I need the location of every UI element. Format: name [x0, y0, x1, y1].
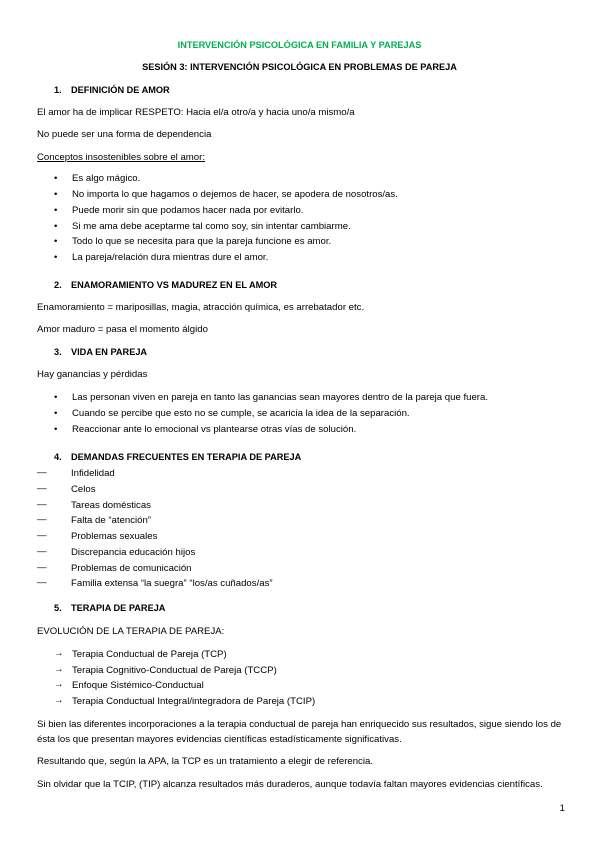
dash-icon: —: [37, 562, 47, 573]
section-4-heading: [54, 452, 301, 462]
paragraph: El amor ha de implicar RESPETO: Hacia el/a otro/a y hacia uno/a mismo/a: [37, 107, 355, 118]
bullet-icon: •: [54, 252, 58, 263]
paragraph: Sin olvidar que la TCIP, (TIP) alcanza resultados más duraderos, aunque todavía faltan mayores evidencias científicas.: [37, 779, 543, 790]
section-3-heading: [54, 347, 147, 357]
dash-icon: —: [37, 483, 47, 494]
section-2-number: 2.: [54, 280, 62, 290]
section-1-heading: [54, 85, 170, 95]
section-5-heading: [54, 603, 165, 613]
section-1-number: 1.: [54, 85, 62, 95]
paragraph: EVOLUCIÓN DE LA TERAPIA DE PAREJA:: [37, 626, 225, 637]
section-2-heading: [54, 280, 277, 290]
section-3-number: 3.: [54, 347, 62, 357]
section-3-title: VIDA EN PAREJA: [71, 347, 148, 357]
section-4-number: 4.: [54, 452, 62, 462]
bullet-icon: •: [54, 424, 58, 435]
arrow-right-icon: →: [54, 695, 64, 706]
section-5-title: TERAPIA DE PAREJA: [71, 603, 166, 613]
dash-icon: —: [37, 499, 47, 510]
bullet-icon: •: [54, 236, 58, 247]
page-number: 1: [559, 803, 565, 814]
arrow-right-icon: →: [54, 679, 64, 690]
bullet-icon: •: [54, 205, 58, 216]
dash-icon: —: [37, 546, 47, 557]
paragraph: Amor maduro = pasa el momento álgido: [37, 324, 208, 335]
paragraph: Hay ganancias y pérdidas: [37, 369, 148, 380]
bullet-icon: •: [54, 221, 58, 232]
dash-icon: —: [37, 577, 47, 588]
bullet-icon: •: [54, 392, 58, 403]
dash-icon: —: [37, 530, 47, 541]
session-title: SESIÓN 3: INTERVENCIÓN PSICOLÓGICA EN PROBLEMAS DE PAREJA: [142, 62, 457, 72]
bullet-icon: •: [54, 408, 58, 419]
arrow-right-icon: →: [54, 648, 64, 659]
concepts-subheading: Conceptos insostenibles sobre el amor:: [37, 152, 205, 163]
paragraph: Resultando que, según la APA, la TCP es un tratamiento a elegir de referencia.: [37, 756, 373, 767]
paragraph: No puede ser una forma de dependencia: [37, 129, 212, 140]
arrow-right-icon: →: [54, 664, 64, 675]
section-2-title: ENAMORAMIENTO VS MADUREZ EN EL AMOR: [71, 280, 278, 290]
document-title: INTERVENCIÓN PSICOLÓGICA EN FAMILIA Y PAREJAS: [177, 40, 422, 50]
section-5-number: 5.: [54, 603, 62, 613]
dash-icon: —: [37, 467, 47, 478]
section-4-title: DEMANDAS FRECUENTES EN TERAPIA DE PAREJA: [71, 452, 302, 462]
paragraph: Si bien las diferentes incorporaciones a la terapia conductual de pareja han enriquecido sus resultados, sigue siendo los de ésta los que presentan mayores evidencias científicas estadísticamente significativas.: [37, 719, 562, 745]
paragraph: Enamoramiento = mariposillas, magia, atracción química, es arrebatador etc.: [37, 302, 365, 313]
dash-icon: —: [37, 514, 47, 525]
bullet-icon: •: [54, 173, 58, 184]
bullet-icon: •: [54, 189, 58, 200]
section-1-title: DEFINICIÓN DE AMOR: [71, 85, 170, 95]
